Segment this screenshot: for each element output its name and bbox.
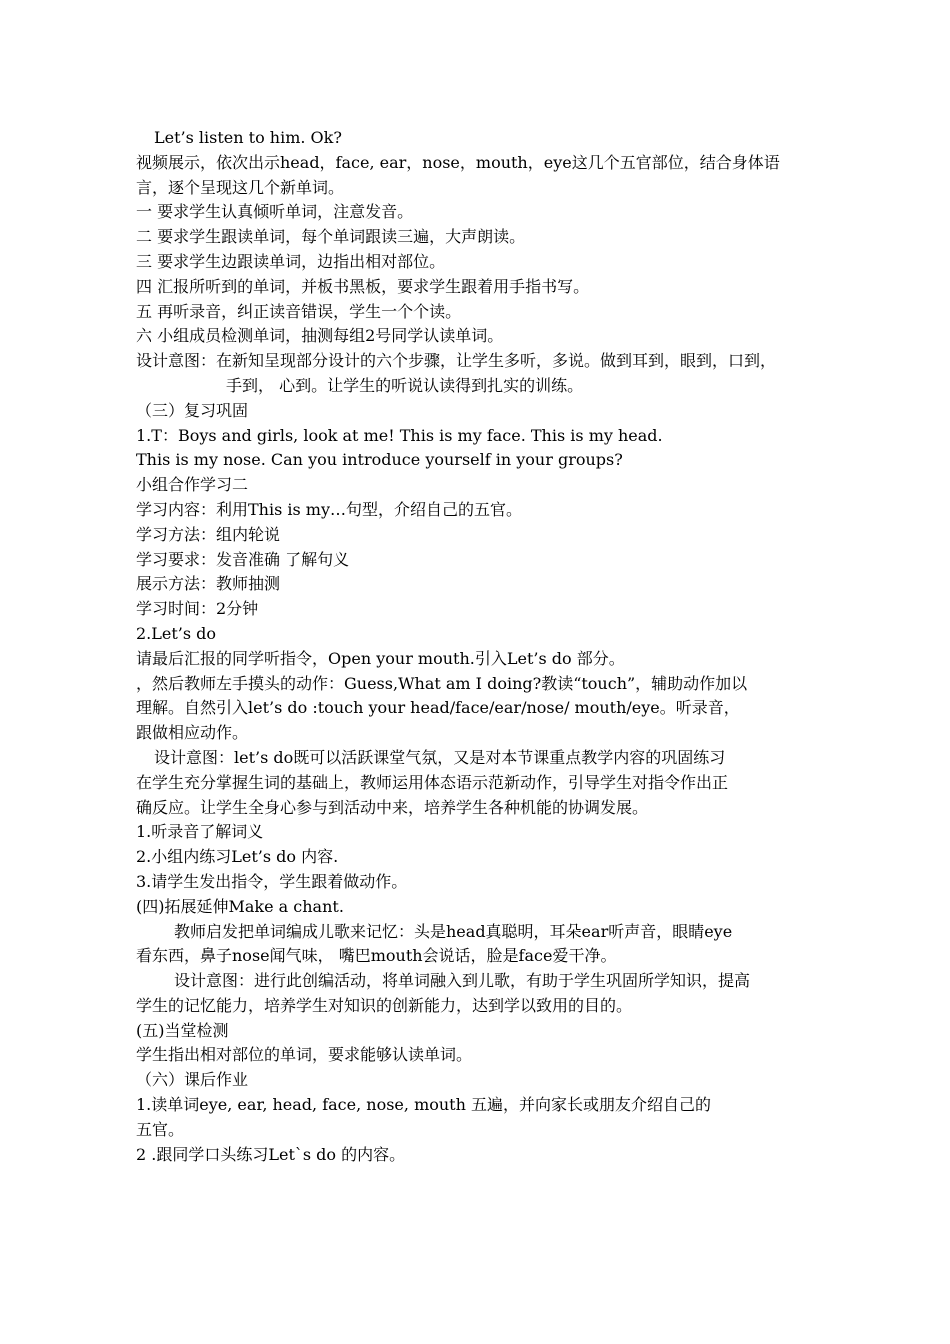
text-line-lets-do-2: ，然后教师左手摸头的动作：Guess,What am I doing?教读“touch”，辅助动作加以: [136, 673, 748, 693]
list-item-1: 1.听录音了解词义: [136, 822, 264, 842]
text-line-2: 视频展示，依次出示head，face, ear，nose，mouth，eye这几个五官部位，结合身体语: [136, 152, 780, 172]
text-line-lets-do-4: 跟做相应动作。: [136, 723, 249, 743]
test-text: 学生指出相对部位的单词，要求能够认读单词。: [136, 1045, 473, 1065]
design-intent-2-cont-2: 确反应。让学生全身心参与到活动中来，培养学生各种机能的协调发展。: [136, 797, 649, 817]
section-heading-3: （三）复习巩固: [136, 400, 249, 420]
design-intent-3-cont: 学生的记忆能力，培养学生对知识的创新能力，达到学以致用的目的。: [136, 995, 633, 1015]
chant-text-1: 教师启发把单词编成儿歌来记忆：头是head真聪明，耳朵ear听声音，眼睛eye: [174, 921, 733, 941]
homework-2: 2 .跟同学口头练习Let`s do 的内容。: [136, 1144, 406, 1164]
text-line-review-2: This is my nose. Can you introduce yourself in your groups?: [136, 450, 623, 470]
design-intent-2-cont-1: 在学生充分掌握生词的基础上，教师运用体态语示范新动作，引导学生对指令作出正: [136, 772, 729, 792]
design-intent-2: 设计意图：let’s do既可以活跃课堂气氛，又是对本节课重点教学内容的巩固练习: [154, 747, 726, 767]
section-heading-6: （六）课后作业: [136, 1070, 249, 1090]
design-intent-3: 设计意图：进行此创编活动，将单词融入到儿歌，有助于学生巩固所学知识，提高: [174, 971, 751, 991]
homework-1-cont: 五官。: [136, 1119, 185, 1139]
document-body: [136, 126, 842, 1167]
list-item-2: 2.小组内练习Let’s do 内容.: [136, 847, 339, 867]
design-intent-1: 设计意图：在新知呈现部分设计的六个步骤，让学生多听，多说。做到耳到，眼到，口到，: [136, 351, 777, 371]
step-two: 二 要求学生跟读单词，每个单词跟读三遍，大声朗读。: [136, 227, 526, 247]
step-four: 四 汇报所听到的单词，并板书黑板，要求学生跟着用手指书写。: [136, 276, 590, 296]
study-content: 学习内容：利用This is my…句型，介绍自己的五官。: [136, 499, 523, 519]
section-heading-4: (四)拓展延伸Make a chant.: [136, 896, 344, 916]
study-time: 学习时间：2分钟: [136, 599, 259, 619]
study-method: 学习方法：组内轮说: [136, 524, 281, 544]
group-study-title: 小组合作学习二: [136, 475, 249, 495]
section-heading-5: (五)当堂检测: [136, 1020, 229, 1040]
text-line-lets-do-3: 理解。自然引入let’s do :touch your head/face/ear/nose/ mouth/eye。听录音，: [136, 698, 740, 718]
text-line-3: 言，逐个呈现这几个新单词。: [136, 177, 345, 197]
step-five: 五 再听录音，纠正读音错误，学生一个个读。: [136, 301, 462, 321]
list-item-3: 3.请学生发出指令，学生跟着做动作。: [136, 871, 408, 891]
homework-1: 1.读单词eye, ear, head, face, nose, mouth 五遍，并向家长或朋友介绍自己的: [136, 1095, 711, 1115]
step-three: 三 要求学生边跟读单词，边指出相对部位。: [136, 251, 446, 271]
design-intent-1-cont: 手到， 心到。让学生的听说认读得到扎实的训练。: [226, 375, 584, 395]
display-method: 展示方法：教师抽测: [136, 574, 281, 594]
study-requirement: 学习要求：发音准确 了解句义: [136, 549, 350, 569]
step-six: 六 小组成员检测单词，抽测每组2号同学认读单词。: [136, 326, 504, 346]
text-line-lets-do-1: 请最后汇报的同学听指令，Open your mouth.引入Let’s do 部分。: [136, 648, 625, 668]
lets-do-heading: 2.Let’s do: [136, 623, 217, 643]
step-one: 一 要求学生认真倾听单词，注意发音。: [136, 202, 414, 222]
text-line-review-1: 1.T：Boys and girls, look at me! This is my face. This is my head.: [136, 425, 663, 445]
chant-text-2: 看东西，鼻子nose闻气味， 嘴巴mouth会说话，脸是face爱干净。: [136, 946, 617, 966]
text-line-1: Let’s listen to him. Ok?: [154, 128, 342, 147]
